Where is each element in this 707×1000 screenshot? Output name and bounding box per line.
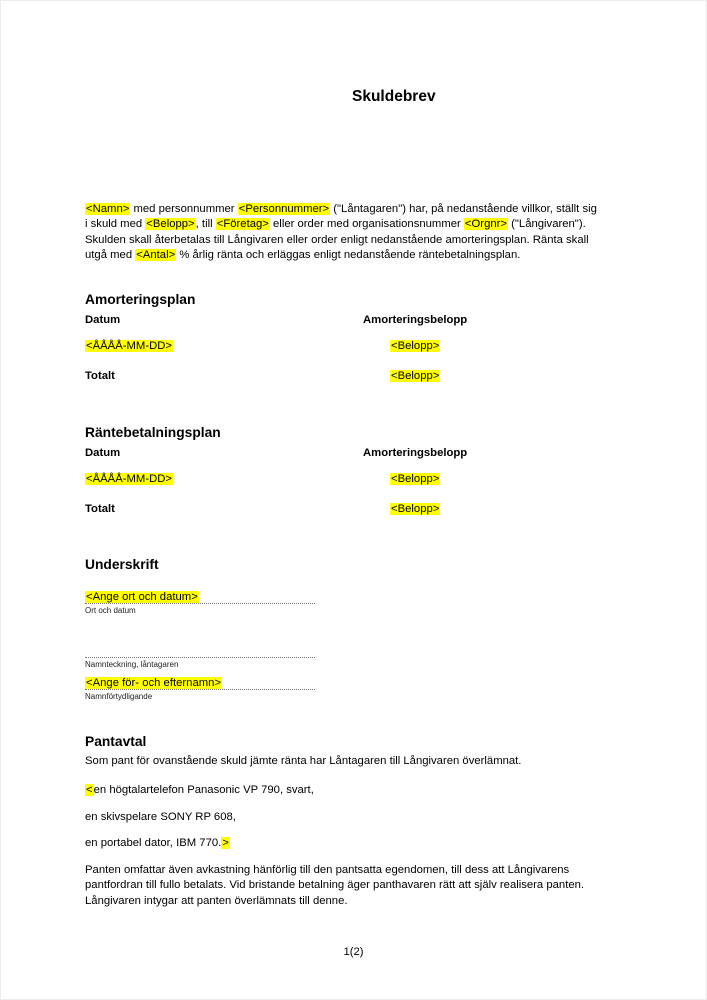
name-placeholder[interactable]: <Ange för- och efternamn> xyxy=(86,677,222,689)
table-row xyxy=(390,503,440,517)
total-amount-placeholder[interactable]: <Belopp> xyxy=(391,503,440,515)
placeholder-field[interactable]: <Belopp> xyxy=(146,218,195,231)
pledge-heading: Pantavtal xyxy=(85,734,147,749)
placeholder-field[interactable]: <Företag> xyxy=(216,218,269,231)
text-run: Skulden skall återbetalas till Långivaren eller order enligt nedanstående amorteringsplan. Ränta skall xyxy=(85,233,589,246)
text-run: i skuld med xyxy=(85,218,146,231)
date-placeholder[interactable]: <ÅÅÅÅ-MM-DD> xyxy=(86,473,172,485)
table-row xyxy=(390,370,440,384)
intro-line xyxy=(85,217,597,232)
text-run: , till xyxy=(195,218,216,231)
pledge-terms xyxy=(85,863,584,909)
text-run: ("Långivaren"). xyxy=(508,218,586,231)
column-header-amount: Amorteringsbelopp xyxy=(363,447,468,459)
signature-line-label: Namnteckning, låntagaren xyxy=(85,660,179,669)
intro-line xyxy=(85,248,597,263)
amount-placeholder[interactable]: <Belopp> xyxy=(391,340,440,352)
pledge-item xyxy=(85,837,230,851)
placeholder-field[interactable]: <Antal> xyxy=(136,249,176,262)
text-run: ("Låntagaren") har, på nedanstående villkor, ställt sig xyxy=(330,203,597,215)
pledge-section xyxy=(85,734,630,914)
text-run: eller order med organisationsnummer xyxy=(269,218,464,231)
signature-section xyxy=(85,557,630,707)
placeholder-field[interactable]: <Namn> xyxy=(86,203,130,215)
interest-plan-section xyxy=(85,425,630,525)
placeholder-field[interactable]: < xyxy=(86,784,93,796)
place-date-label: Ort och datum xyxy=(85,606,136,615)
interest-plan-heading: Räntebetalningsplan xyxy=(85,425,221,440)
table-row xyxy=(390,340,440,354)
place-date-line xyxy=(85,591,315,604)
column-header-amount: Amorteringsbelopp xyxy=(363,314,468,326)
pledge-intro: Som pant för ovanstående skuld jämte ränta har Låntagaren till Långivaren överlämnat. xyxy=(85,755,522,767)
signature-line xyxy=(85,644,315,658)
pledge-item: en skivspelare SONY RP 608, xyxy=(85,811,236,823)
place-date-field xyxy=(85,591,315,615)
amortization-plan-heading: Amorteringsplan xyxy=(85,292,196,307)
placeholder-field[interactable]: <Personnummer> xyxy=(238,203,330,215)
total-label: Totalt xyxy=(85,503,115,515)
document-title: Skuldebrev xyxy=(352,88,436,105)
column-header-date: Datum xyxy=(85,314,121,326)
amortization-plan-section xyxy=(85,292,630,392)
intro-line xyxy=(85,233,597,248)
column-header-date: Datum xyxy=(85,447,121,459)
page-number: 1(2) xyxy=(343,946,364,958)
pledge-terms-line: Panten omfattar även avkastning hänförlig till den pantsatta egendomen, till dess att Långivarens xyxy=(85,864,570,876)
name-clarification-line xyxy=(85,677,315,690)
text-run: med personnummer xyxy=(130,203,238,215)
pledge-terms-line: pantfordran till fullo betalats. Vid bristande betalning äger panthavaren rätt att själv realisera panten. xyxy=(85,879,585,892)
signature-heading: Underskrift xyxy=(85,557,159,572)
signature-line-field xyxy=(85,644,315,669)
amount-placeholder[interactable]: <Belopp> xyxy=(391,473,440,485)
table-row xyxy=(85,473,173,487)
text-run: % årlig ränta och erläggas enligt nedanstående räntebetalningsplan. xyxy=(176,249,521,262)
table-row xyxy=(85,340,173,354)
placeholder-field[interactable]: <Orgnr> xyxy=(464,218,507,231)
name-clarification-label: Namnförtydligande xyxy=(85,692,153,701)
total-label: Totalt xyxy=(85,370,115,382)
pledge-item xyxy=(85,784,314,798)
pledge-terms-line: Långivaren intygar att panten överlämnats till denne. xyxy=(85,894,348,907)
intro-line xyxy=(85,202,597,217)
table-row xyxy=(390,473,440,487)
total-amount-placeholder[interactable]: <Belopp> xyxy=(391,370,440,382)
intro-paragraph xyxy=(85,202,597,264)
place-date-placeholder[interactable]: <Ange ort och datum> xyxy=(86,591,198,603)
text-run: en högtalartelefon Panasonic VP 790, svart, xyxy=(93,784,314,796)
text-run: utgå med xyxy=(85,249,136,262)
name-clarification-field xyxy=(85,677,315,701)
placeholder-field[interactable]: > xyxy=(222,837,229,849)
date-placeholder[interactable]: <ÅÅÅÅ-MM-DD> xyxy=(86,340,172,352)
text-run: en portabel dator, IBM 770. xyxy=(85,837,222,849)
